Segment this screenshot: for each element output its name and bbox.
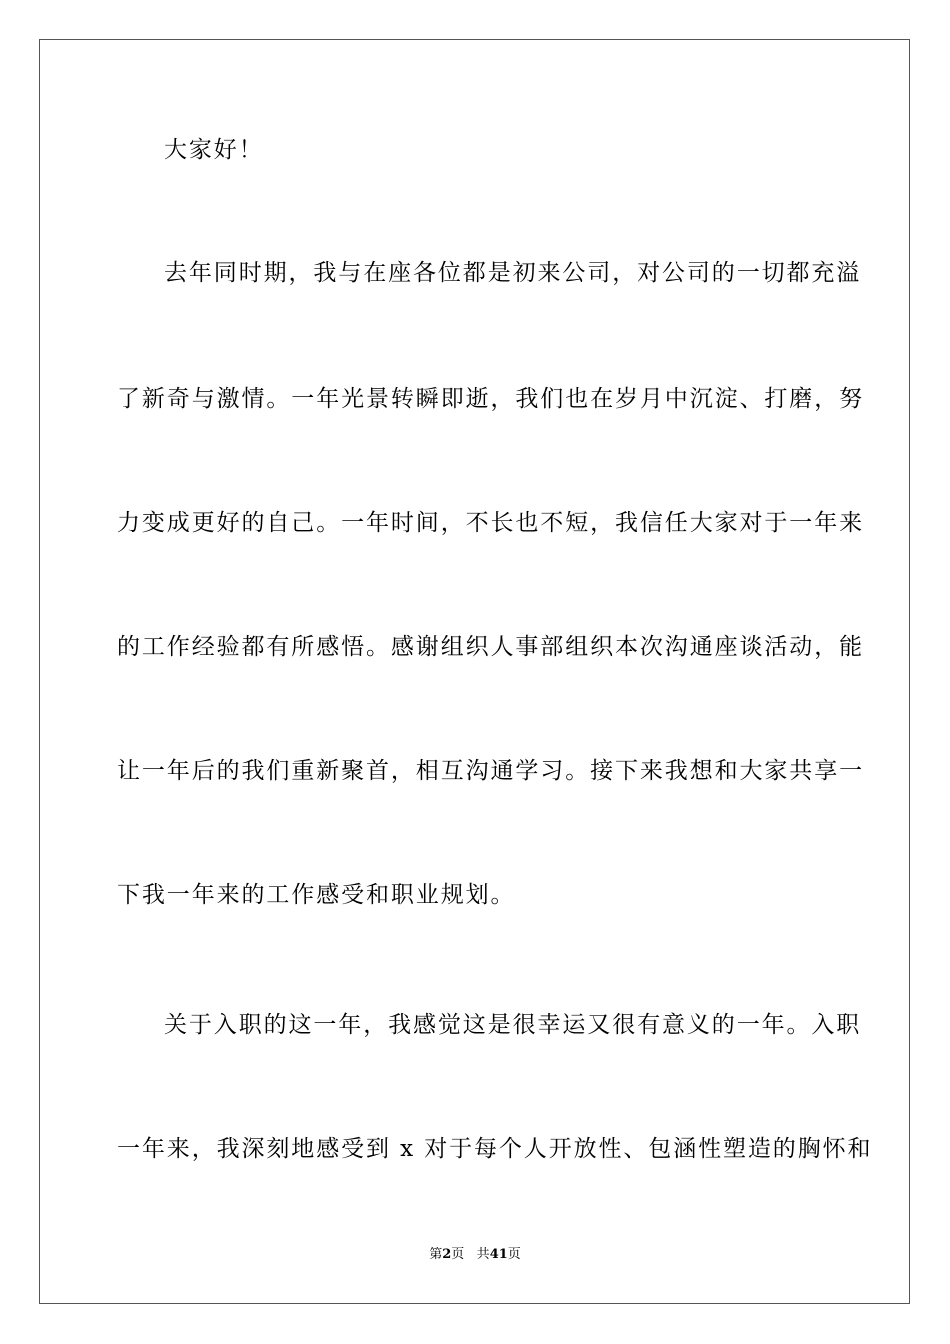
total-pages: 41 — [489, 1247, 508, 1262]
greeting-line: 大家好！ — [164, 137, 264, 163]
total-suffix: 页 — [507, 1247, 521, 1262]
page-suffix: 页 — [451, 1247, 465, 1262]
paragraph-1-line-6: 下我一年来的工作感受和职业规划。 — [117, 882, 516, 908]
paragraph-2-line-2: 一年来，我深刻地感受到 x 对于每个人开放性、包涵性塑造的胸怀和 — [117, 1136, 873, 1162]
page-number: 2 — [442, 1247, 452, 1262]
paragraph-1-line-3: 力变成更好的自己。一年时间，不长也不短，我信任大家对于一年来 — [117, 510, 864, 536]
page-border — [39, 39, 910, 1304]
page-footer — [0, 1246, 950, 1264]
paragraph-1-line-5: 让一年后的我们重新聚首，相互沟通学习。接下来我想和大家共享一 — [117, 758, 864, 784]
total-prefix: 共 — [476, 1247, 490, 1262]
paragraph-1-line-1: 去年同时期，我与在座各位都是初来公司，对公司的一切都充溢 — [164, 260, 862, 286]
paragraph-2-line-1: 关于入职的这一年，我感觉这是很幸运又很有意义的一年。入职 — [164, 1012, 862, 1038]
page-prefix: 第 — [429, 1247, 443, 1262]
paragraph-1-line-2: 了新奇与激情。一年光景转瞬即逝，我们也在岁月中沉淀、打磨，努 — [117, 386, 864, 412]
paragraph-1-line-4: 的工作经验都有所感悟。感谢组织人事部组织本次沟通座谈活动，能 — [117, 634, 864, 660]
